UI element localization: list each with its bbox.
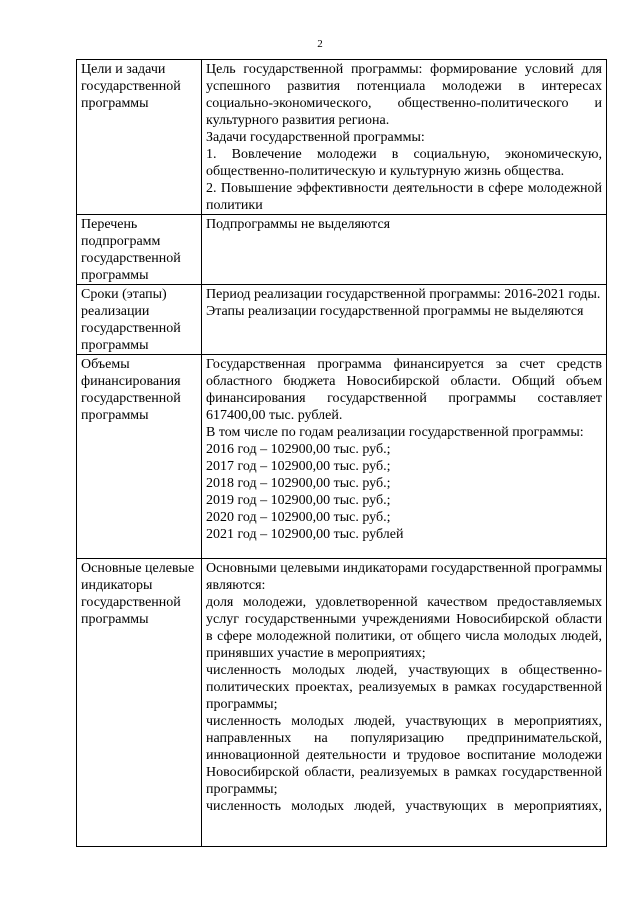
row-content — [202, 285, 607, 355]
year-amount: 2020 год – 102900,00 тыс. руб.; — [206, 510, 391, 525]
task-item: 2. Повышение эффективности деятельности в сфере молодежной политики — [206, 181, 602, 213]
row-content — [202, 60, 607, 215]
row-content — [202, 559, 607, 847]
goal-paragraph: Цель государственной программы: формирование условий для успешного развития потенциала молодежи в интересах социально-экономического, общественно-политического и культурного развития региона. — [206, 62, 602, 128]
page-number: 2 — [317, 38, 323, 50]
row-label: Основные целевые индикаторы государственной программы — [77, 559, 202, 847]
subprograms-text: Подпрограммы не выделяются — [206, 217, 391, 232]
period-text: Период реализации государственной программы: 2016-2021 годы. — [206, 287, 601, 302]
year-amount: 2021 год – 102900,00 тыс. рублей — [206, 527, 404, 542]
task-item: 1. Вовлечение молодежи в социальную, экономическую, общественно-политическую и культурную жизнь общества. — [206, 147, 602, 179]
row-label: Перечень подпрограмм государственной программы — [77, 215, 202, 285]
table-row-terms — [77, 285, 607, 355]
indicator-item: численность молодых людей, участвующих в мероприятиях, — [206, 799, 602, 814]
year-amount: 2019 год – 102900,00 тыс. руб.; — [206, 493, 391, 508]
table-row-indicators — [77, 559, 607, 847]
indicators-intro: Основными целевыми индикаторами государственной программы являются: — [206, 561, 602, 593]
by-years-heading: В том числе по годам реализации государственной программы: — [206, 425, 584, 440]
stages-text: Этапы реализации государственной программы не выделяются — [206, 304, 584, 319]
table-row-subprograms — [77, 215, 607, 285]
row-label: Цели и задачи государственной программы — [77, 60, 202, 215]
indicator-item: доля молодежи, удовлетворенной качеством предоставляемых услуг государственными учреждениями Новосибирской области в сфере молодежной политики, от общего числа молодых людей, принявших участие в мероприятиях; — [206, 595, 602, 661]
row-content — [202, 215, 607, 285]
row-label: Сроки (этапы) реализации государственной программы — [77, 285, 202, 355]
table-row-financing — [77, 355, 607, 559]
year-amount: 2017 год – 102900,00 тыс. руб.; — [206, 459, 391, 474]
indicator-item: численность молодых людей, участвующих в мероприятиях, направленных на популяризацию предпринимательской, инновационной деятельности и трудовое воспитание молодежи Новосибирской области, реализуемых в рамках государственной программы; — [206, 714, 602, 797]
tasks-heading: Задачи государственной программы: — [206, 130, 425, 145]
year-amount: 2018 год – 102900,00 тыс. руб.; — [206, 476, 391, 491]
financing-text: Государственная программа финансируется за счет средств областного бюджета Новосибирской области. Общий объем финансирования государственной программы составляет 617400,00 тыс. рублей. — [206, 357, 602, 423]
row-label: Объемы финансирования государственной программы — [77, 355, 202, 559]
year-amount: 2016 год – 102900,00 тыс. руб.; — [206, 442, 391, 457]
passport-table — [76, 59, 607, 847]
table-row-goals — [77, 60, 607, 215]
row-content — [202, 355, 607, 559]
indicator-item: численность молодых людей, участвующих в общественно-политических проектах, реализуемых в рамках государственной программы; — [206, 663, 602, 712]
